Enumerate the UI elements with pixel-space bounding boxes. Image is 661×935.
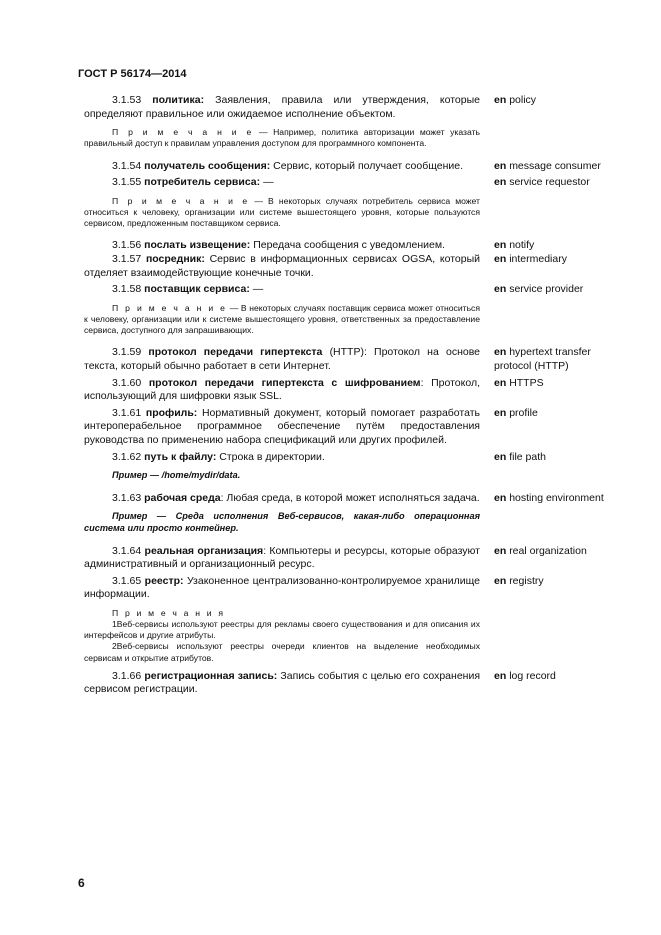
term-name: поставщик сервиса: <box>144 283 250 296</box>
en-equivalent: en profile <box>494 406 538 419</box>
term-entry <box>84 575 614 602</box>
term-name: политика: <box>152 94 205 106</box>
term-entry <box>84 160 614 174</box>
term-example: Пример — /home/mydir/data. <box>112 470 241 481</box>
en-equivalent: en registry <box>494 574 544 587</box>
term-name: потребитель сервиса: <box>144 176 261 189</box>
en-equivalent: en message consumer <box>494 159 601 172</box>
term-text: 3.1.57 посредник: Сервис в информационных сервисах OGSA, который отделяет взаимодействующие конечные точки. <box>84 252 481 279</box>
term-text: 3.1.65 реестр: Узаконенное централизованно-контролируемое хранилище информации. <box>84 574 480 601</box>
en-equivalent: en service requestor <box>494 176 590 189</box>
term-example: Пример — Среда исполнения Веб-сервисов, какая-либо операционная система или просто контейнер. <box>84 511 480 533</box>
term-entry <box>84 176 614 190</box>
notes-label: П р и м е ч а н и я <box>112 607 226 618</box>
term-name: послать извещение: <box>144 239 251 252</box>
en-equivalent: en log record <box>494 669 556 682</box>
page-number: 6 <box>78 876 85 890</box>
en-equivalent: en notify <box>494 239 535 252</box>
en-equivalent: en policy <box>494 94 537 106</box>
term-entry <box>84 239 614 253</box>
term-text: 3.1.62 путь к файлу: Строка в директории. <box>112 450 325 463</box>
term-name: реальная организация <box>144 544 264 557</box>
term-name: получатель сообщения: <box>144 159 271 172</box>
term-entry <box>84 253 614 280</box>
term-text: 3.1.59 протокол передачи гипертекста (HTTP): Протокол на основе текста, который обычно работает в сети Интернет. <box>84 346 481 372</box>
term-entry <box>84 377 614 404</box>
term-entry <box>84 283 614 297</box>
term-name: посредник: <box>145 252 205 265</box>
term-name: профиль: <box>145 406 198 419</box>
term-text: 3.1.66 регистрационная запись: Запись события с целью его сохранения сервисом регистрации. <box>84 669 481 696</box>
term-text: 3.1.63 рабочая среда: Любая среда, в которой может исполняться задача. <box>112 491 480 504</box>
note-item: 2Веб-сервисы используют реестры очереди клиентов на выделение необходимых сервисам и открытие атрибутов. <box>84 641 480 663</box>
term-entry <box>84 451 614 465</box>
note-item: 1Веб-сервисы используют реестры для рекламы своего существования и для описания их интерфейсов и другие атрибуты. <box>84 619 480 641</box>
term-note: П р и м е ч а н и е — Например, политика авторизации может указать правильный доступ к правилам управления доступом для программного компонента. <box>84 127 480 149</box>
en-equivalent: en file path <box>494 450 546 463</box>
term-name: протокол передачи гипертекста <box>148 346 323 359</box>
term-entry <box>84 94 614 121</box>
term-text: 3.1.61 профиль: Нормативный документ, который помогает разработать интероперабельное программное обеспечение путём предоставления руководства по применению набора спецификаций или других профилей. <box>84 406 480 446</box>
term-entry <box>84 492 614 506</box>
term-entry <box>84 407 614 448</box>
term-text: 3.1.58 поставщик сервиса: — <box>112 283 264 296</box>
term-name: путь к файлу: <box>144 450 217 463</box>
term-notes <box>84 608 480 664</box>
term-name: реестр: <box>144 574 184 587</box>
terms-list <box>84 94 614 697</box>
term-note: П р и м е ч а н и е — В некоторых случаях поставщик сервиса может относиться к человеку, организации или к системе вышестоящего уровня, ответственных за предоставление сервиса, доступного для запрашивающих. <box>84 302 480 336</box>
term-text: 3.1.56 послать извещение: Передача сообщения с уведомлением. <box>112 239 445 252</box>
en-equivalent: en hosting environment <box>494 491 604 504</box>
term-name: протокол передачи гипертекста с шифрованием <box>148 376 421 389</box>
en-equivalent: en hypertext transfer protocol (HTTP) <box>494 346 591 372</box>
term-name: рабочая среда <box>144 491 221 504</box>
term-entry <box>84 346 614 373</box>
en-equivalent: en real organization <box>494 544 587 557</box>
en-equivalent: en service provider <box>494 283 584 296</box>
term-note: П р и м е ч а н и е — В некоторых случаях потребитель сервиса может относиться к человеку, организации или системе вышестоящего уровня, которые пользуются сервисом, предложенным поставщиком сервиса. <box>84 195 480 229</box>
en-equivalent: en intermediary <box>494 252 567 265</box>
term-text: 3.1.55 потребитель сервиса: — <box>112 176 274 189</box>
term-text: 3.1.53 политика: Заявления, правила или утверждения, которые определяют правильное или ожидаемое исполнение объектом. <box>84 94 480 120</box>
term-entry <box>84 670 614 697</box>
term-text: 3.1.60 протокол передачи гипертекста с шифрованием: Протокол, использующий для шифровки язык SSL. <box>84 376 481 403</box>
document-header: ГОСТ Р 56174—2014 <box>78 68 187 80</box>
term-entry <box>84 545 614 572</box>
term-text: 3.1.64 реальная организация: Компьютеры и ресурсы, которые образуют административный и организационный ресурс. <box>84 544 480 571</box>
term-text: 3.1.54 получатель сообщения: Сервис, который получает сообщение. <box>112 159 464 172</box>
term-name: регистрационная запись: <box>144 669 278 682</box>
en-equivalent: en HTTPS <box>494 376 544 389</box>
